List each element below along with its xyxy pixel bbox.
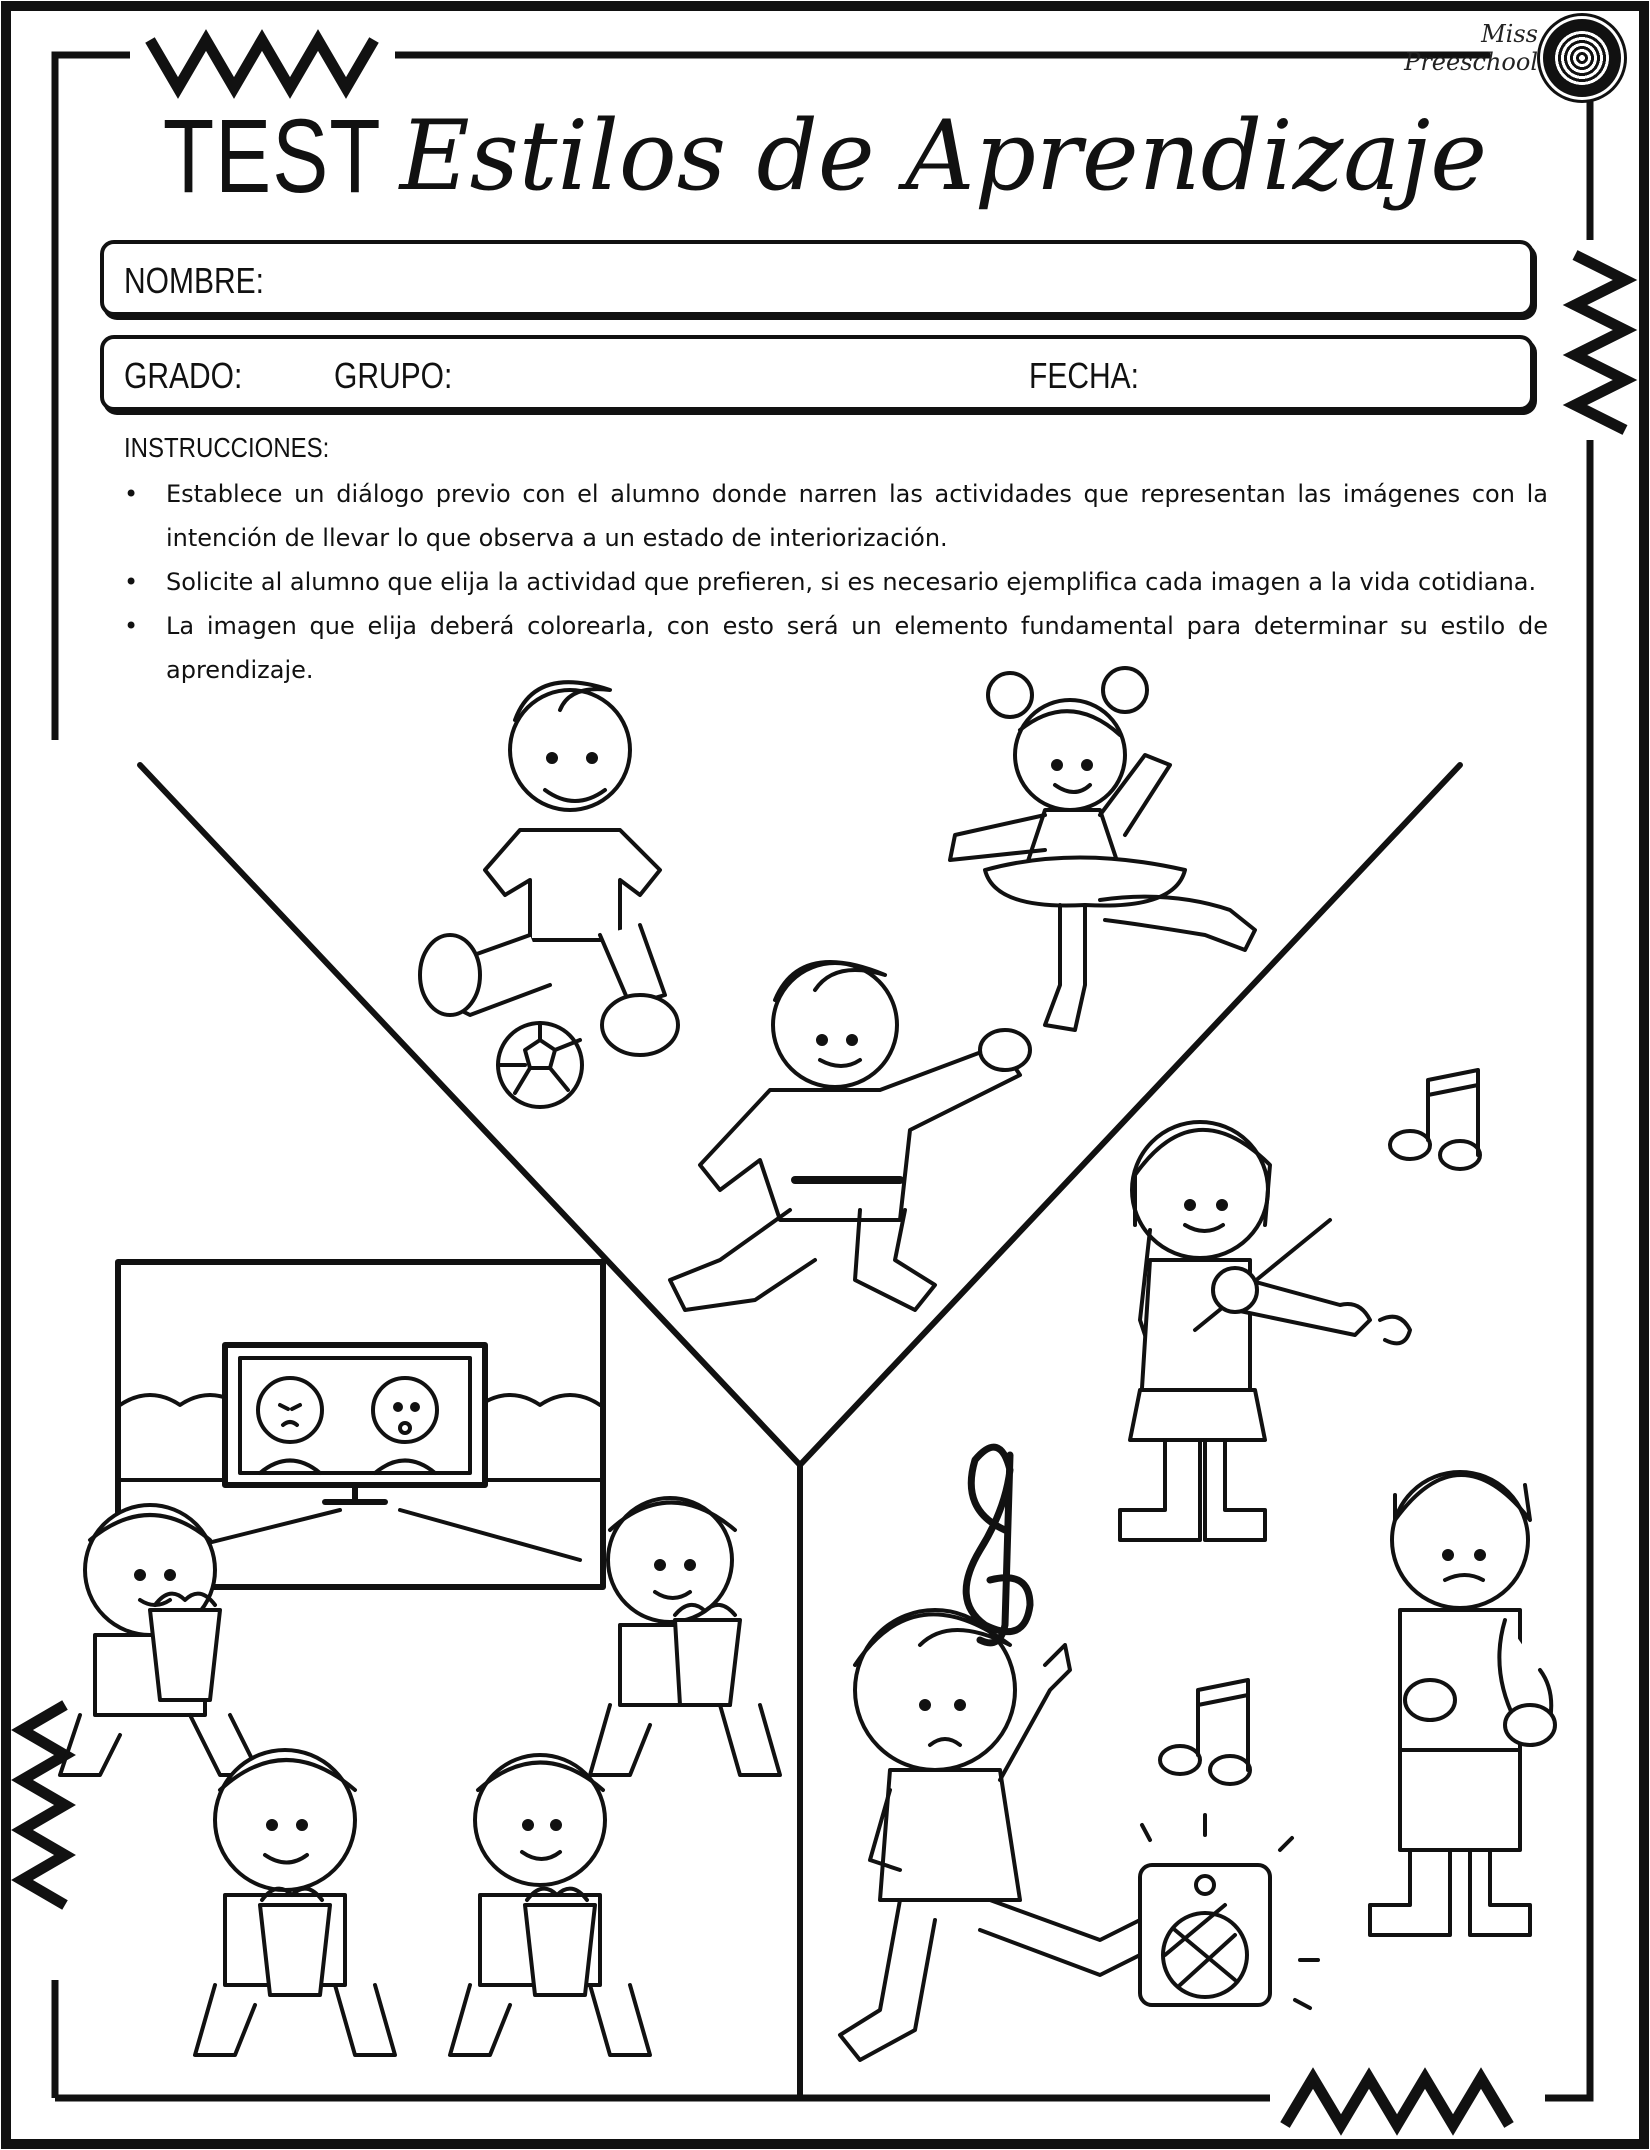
grado-label: GRADO: — [124, 357, 243, 397]
violin-girl-icon — [1120, 1122, 1410, 1540]
treble-clef-icon — [966, 1447, 1030, 1643]
saxophone-boy-icon — [1370, 1472, 1555, 1935]
music-note-icon — [1390, 1070, 1480, 1169]
brand-name: Miss Preeschool — [1404, 20, 1538, 76]
ballerina-girl-icon — [950, 668, 1255, 1030]
instruction-item: • Establece un diálogo previo con el alumno donde narren las actividades que representan las imágenes con la intención de llevar lo que observa a un estado de interiorización. — [124, 480, 1548, 552]
music-note-icon — [1160, 1680, 1250, 1784]
grupo-label: GRUPO: — [334, 357, 453, 397]
fecha-label: FECHA: — [1029, 357, 1140, 397]
soccer-boy-icon — [420, 682, 678, 1107]
karate-boy-icon — [670, 962, 1030, 1310]
instruction-item: • Solicite al alumno que elija la actividad que prefieren, si es necesario ejemplifica cada imagen a la vida cotidiana. — [124, 568, 1537, 596]
instruction-item: • La imagen que elija deberá colorearla, con esto será un elemento fundamental para determinar su estilo de aprendizaje. — [124, 612, 1548, 684]
instructions-heading: INSTRUCCIONES: — [124, 432, 330, 464]
title-script: Estilos de Aprendizaje — [399, 100, 1488, 212]
nombre-label: NOMBRE: — [124, 262, 265, 302]
title-prefix: TEST — [162, 96, 382, 215]
dancing-boy-speaker-icon — [840, 1610, 1318, 2060]
